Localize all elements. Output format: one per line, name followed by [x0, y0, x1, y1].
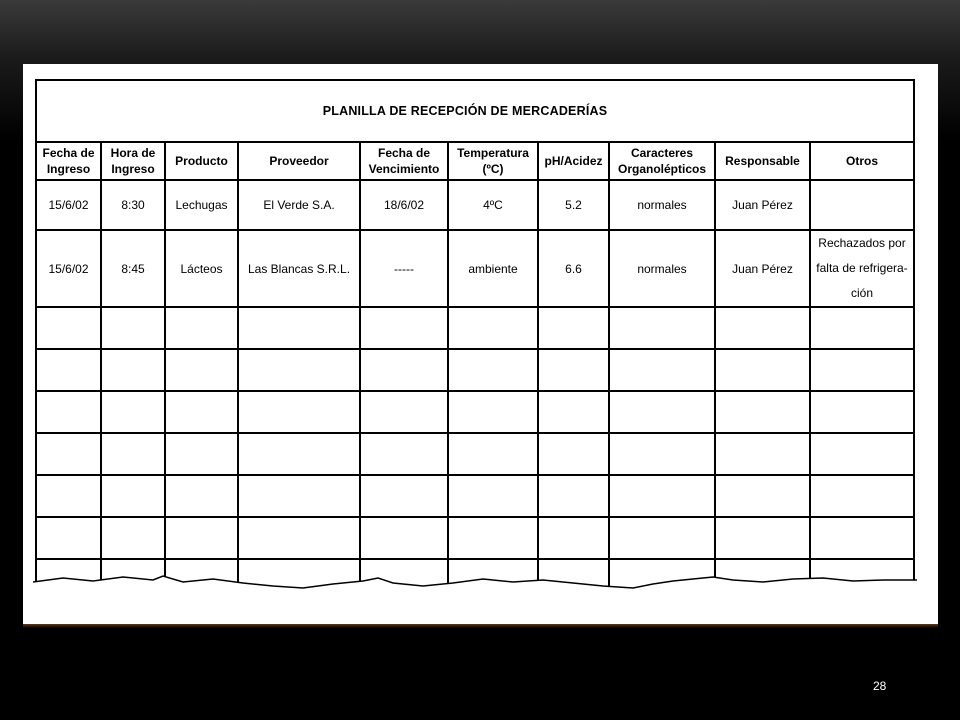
otros-line: falta de refrigera- — [816, 261, 908, 275]
form-title: PLANILLA DE RECEPCIÓN DE MERCADERÍAS — [322, 104, 608, 118]
column-header-ph-acidez: pH/Acidez — [538, 143, 609, 180]
column-header-proveedor: Proveedor — [238, 143, 360, 180]
otros-line: ción — [850, 286, 873, 300]
column-header-temperatura: Temperatura (ºC) — [448, 143, 538, 180]
column-header-otros: Otros — [810, 143, 913, 180]
header-row — [37, 143, 913, 180]
cell-responsable: Juan Pérez — [715, 180, 810, 230]
reception-table — [37, 143, 913, 588]
torn-edge — [33, 574, 917, 604]
column-header-producto: Producto — [165, 143, 238, 180]
empty-row — [37, 307, 913, 349]
empty-row — [37, 391, 913, 433]
cell-fecha-ingreso: 15/6/02 — [37, 230, 101, 307]
form-title-row — [37, 81, 913, 143]
cell-temperatura: 4ºC — [448, 180, 538, 230]
cell-hora-ingreso: 8:45 — [101, 230, 165, 307]
page-number: 28 — [873, 679, 887, 693]
cell-producto: Lácteos — [165, 230, 238, 307]
column-header-caracteres: Caracteres Organolépticos — [609, 143, 715, 180]
cell-caracteres: normales — [609, 180, 715, 230]
paper-shadow — [23, 624, 938, 628]
empty-row — [37, 517, 913, 559]
table-row — [37, 230, 913, 307]
empty-row — [37, 433, 913, 475]
cell-proveedor: El Verde S.A. — [238, 180, 360, 230]
cell-hora-ingreso: 8:30 — [101, 180, 165, 230]
form-image — [23, 64, 938, 624]
cell-ph-acidez: 6.6 — [538, 230, 609, 307]
cell-fecha-ingreso: 15/6/02 — [37, 180, 101, 230]
empty-row — [37, 349, 913, 391]
cell-ph-acidez: 5.2 — [538, 180, 609, 230]
cell-otros — [810, 180, 913, 230]
cell-otros — [810, 230, 913, 307]
cell-responsable: Juan Pérez — [715, 230, 810, 307]
empty-row — [37, 475, 913, 517]
cell-fecha-vencimiento: 18/6/02 — [360, 180, 448, 230]
cell-caracteres: normales — [609, 230, 715, 307]
cell-proveedor: Las Blancas S.R.L. — [238, 230, 360, 307]
cell-producto: Lechugas — [165, 180, 238, 230]
table-row — [37, 180, 913, 230]
cell-temperatura: ambiente — [448, 230, 538, 307]
column-header-fecha-ingreso: Fecha de Ingreso — [37, 143, 101, 180]
column-header-responsable: Responsable — [715, 143, 810, 180]
column-header-hora-ingreso: Hora de Ingreso — [101, 143, 165, 180]
reception-form — [35, 79, 915, 588]
otros-line: Rechazados por — [818, 236, 906, 250]
column-header-fecha-vencimiento: Fecha de Vencimiento — [360, 143, 448, 180]
cell-fecha-vencimiento: ----- — [360, 230, 448, 307]
